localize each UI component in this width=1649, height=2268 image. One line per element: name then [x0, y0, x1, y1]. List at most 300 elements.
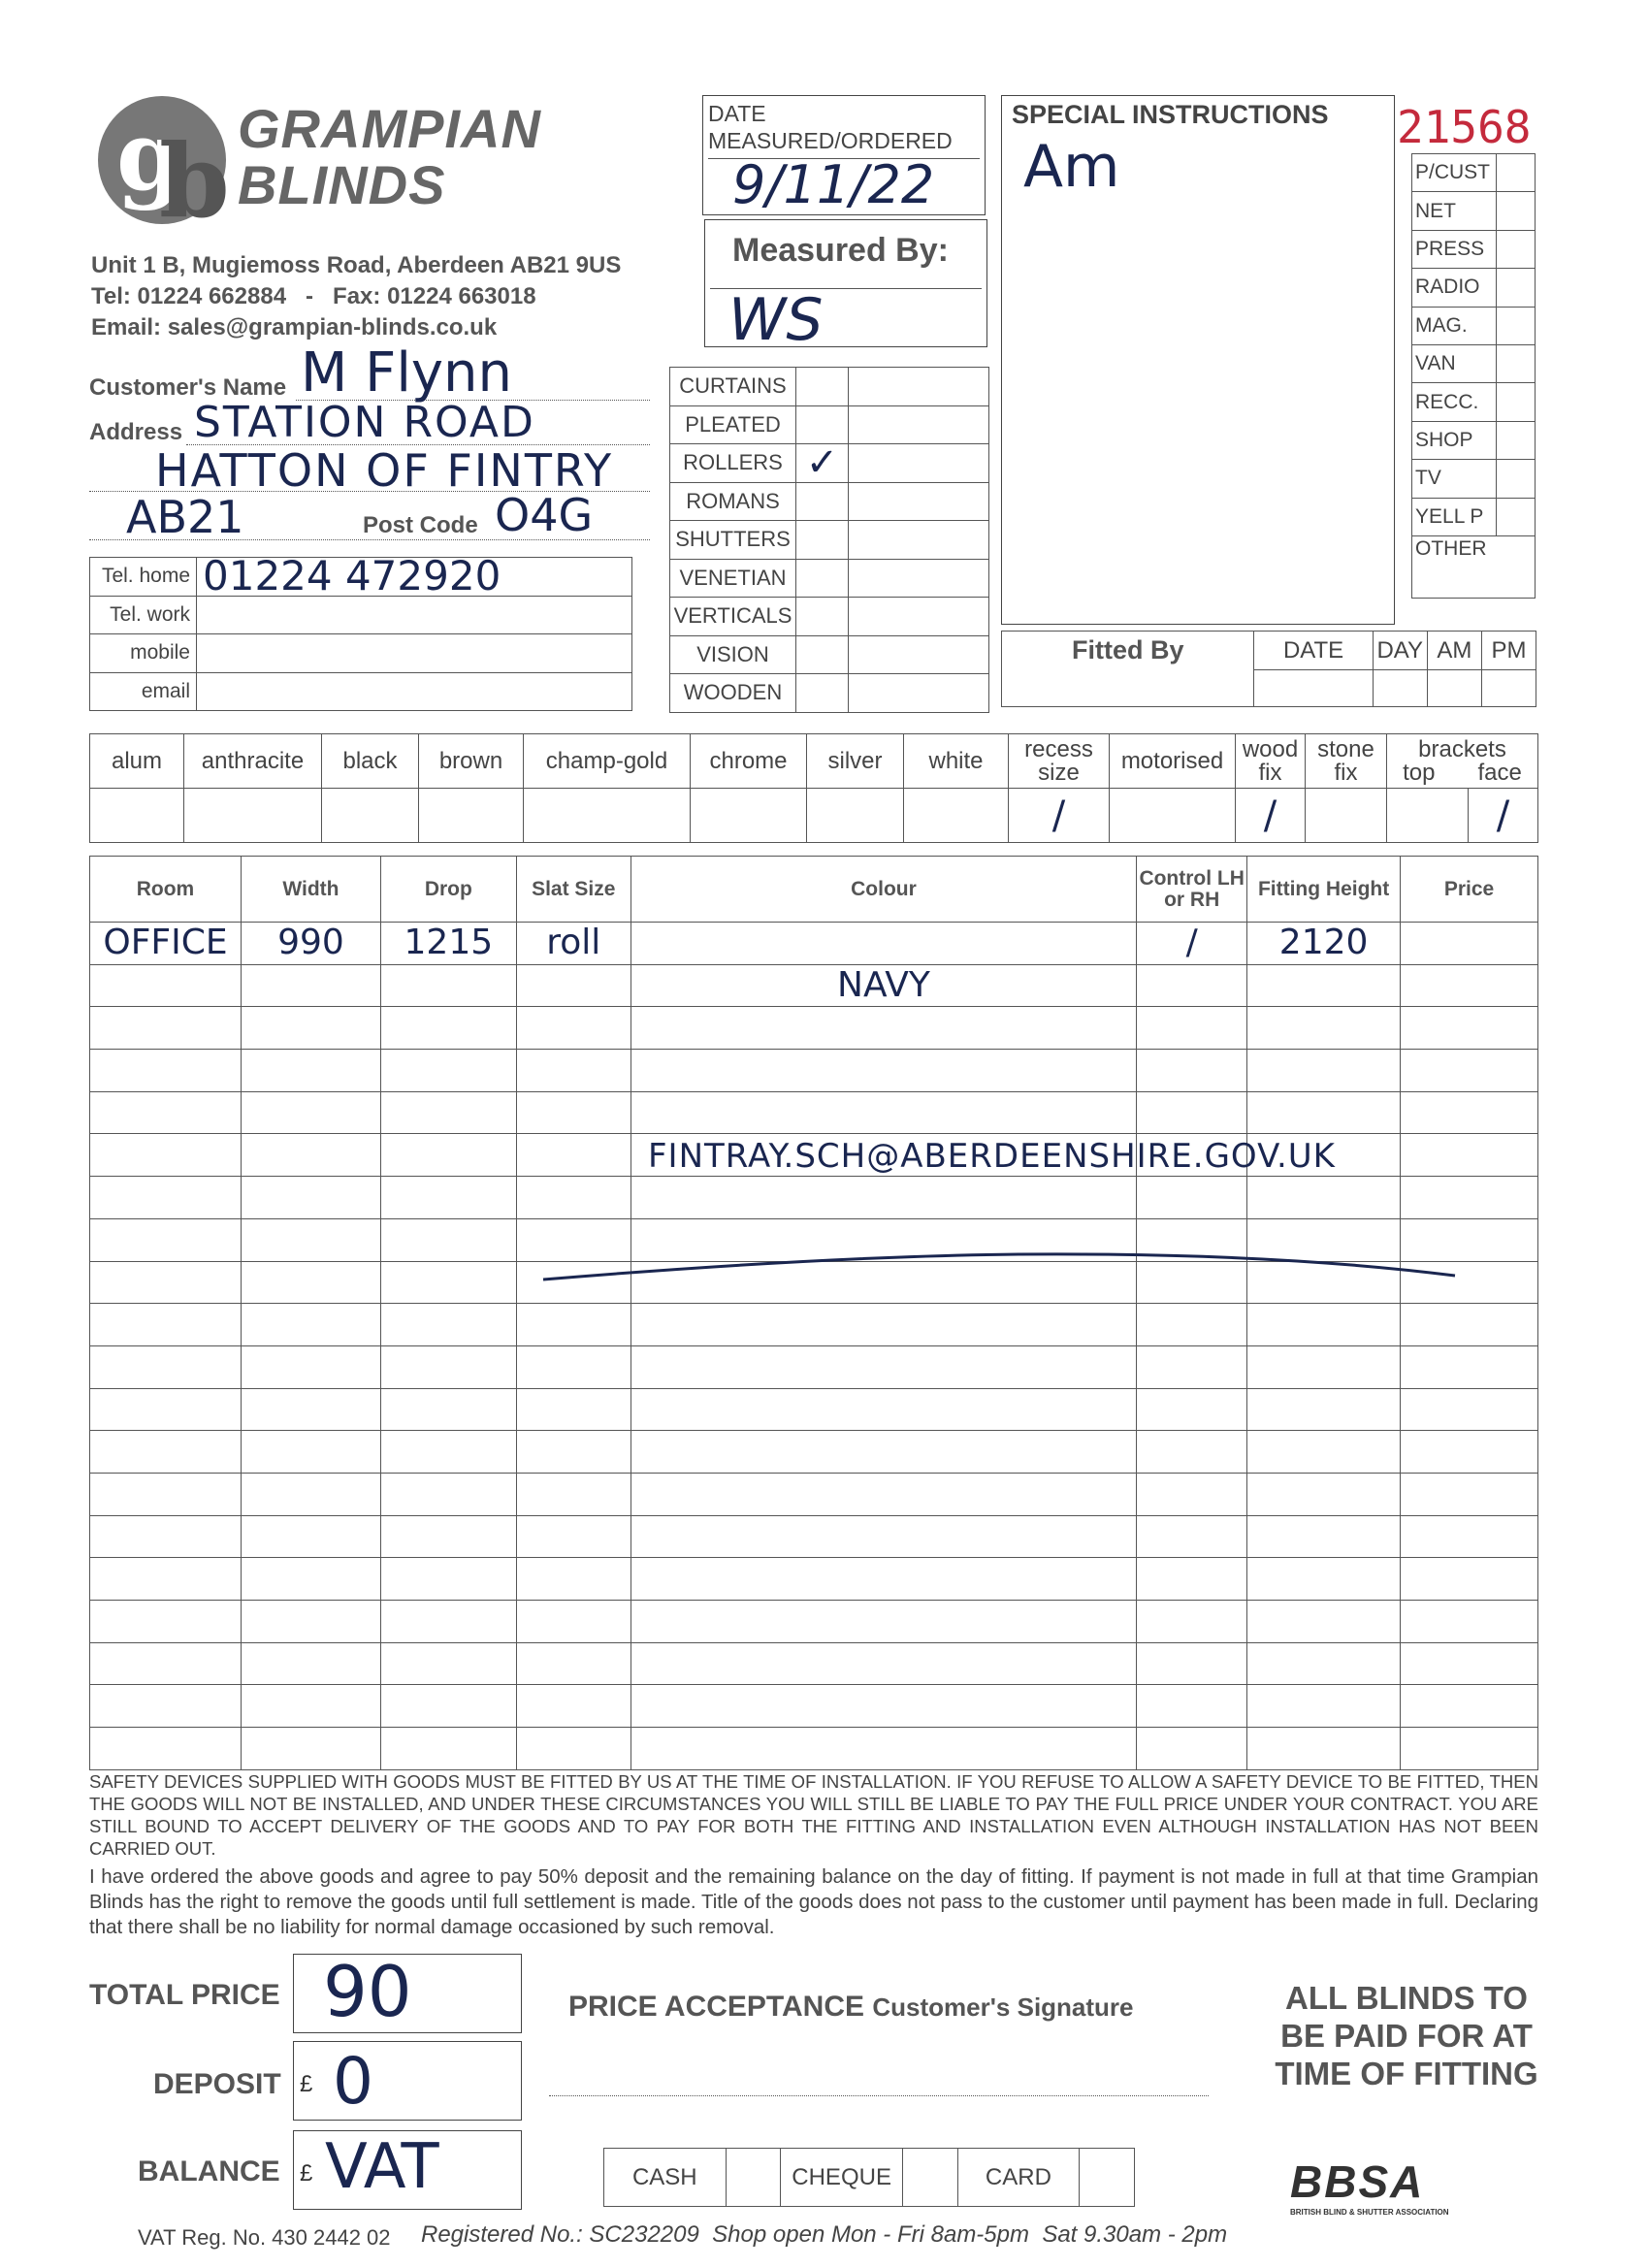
option-label: champ-gold [524, 734, 691, 789]
items-cell[interactable] [1401, 923, 1538, 965]
items-cell[interactable] [90, 1218, 242, 1261]
contact-value[interactable] [197, 634, 632, 673]
items-cell[interactable] [1137, 1558, 1247, 1601]
items-header-cell: Colour [630, 857, 1136, 923]
items-cell[interactable] [380, 1642, 516, 1685]
source-checkbox[interactable] [1497, 344, 1536, 382]
option-mark[interactable] [90, 789, 184, 843]
items-cell[interactable] [516, 1304, 630, 1346]
items-cell[interactable] [1247, 1728, 1401, 1770]
items-cell[interactable] [241, 1091, 380, 1134]
items-cell[interactable] [241, 1388, 380, 1431]
source-label: OTHER [1412, 535, 1536, 598]
items-cell[interactable] [1401, 964, 1538, 1007]
fitted-date-value[interactable] [1254, 670, 1373, 707]
items-cell[interactable] [1401, 1473, 1538, 1515]
items-cell[interactable] [380, 1134, 516, 1177]
option-mark[interactable] [322, 789, 419, 843]
svg-text:g: g [116, 101, 183, 212]
items-header-cell: Room [90, 857, 242, 923]
items-cell[interactable]: 2120 [1247, 923, 1401, 965]
option-label: anthracite [184, 734, 322, 789]
items-cell[interactable] [1137, 1177, 1247, 1219]
items-cell[interactable] [380, 1218, 516, 1261]
payment-notice: ALL BLINDS TO BE PAID FOR AT TIME OF FITTING [1275, 1980, 1538, 2091]
items-cell[interactable]: roll [516, 923, 630, 965]
items-cell[interactable] [90, 1007, 242, 1050]
table-row [90, 1473, 1538, 1515]
fitted-am-value[interactable] [1427, 670, 1481, 707]
items-cell[interactable] [90, 1261, 242, 1304]
table-row [90, 964, 1538, 1007]
address-line3-value[interactable]: AB21 [126, 491, 244, 543]
items-cell[interactable] [516, 1177, 630, 1219]
items-cell[interactable] [1401, 1728, 1538, 1770]
vat-number: VAT Reg. No. 430 2442 02 [138, 2225, 391, 2250]
items-cell[interactable] [380, 1685, 516, 1728]
brackets-face-mark[interactable]: / [1469, 789, 1538, 843]
contact-label: Tel. home [90, 558, 197, 597]
product-type-checkbox[interactable] [796, 482, 849, 521]
option-mark[interactable]: / [1009, 789, 1110, 843]
items-cell[interactable] [1247, 1515, 1401, 1558]
safety-terms: SAFETY DEVICES SUPPLIED WITH GOODS MUST BE FITTED BY US AT THE TIME OF INSTALLATION. IF YOU REFUSE TO ALLOW A SAFETY DEVICE TO BE FITTED, THEN THE GOODS WILL NOT BE INSTALLED, AND UNDER THESE CIRCUMSTANCES YOU WILL STILL BE LIABLE TO PAY THE FULL PRICE UNDER YOUR CONTRACT. YOU ARE STILL BOUND TO ACCEPT DELIVERY OF THE GOODS AND TO PAY FOR BOTH THE FITTING AND INSTALLATION EVEN ALTHOUGH INSTALLATION HAS NOT BEEN CARRIED OUT. [89, 1771, 1538, 1859]
special-instructions-box [1001, 95, 1395, 625]
payment-method-card: CARD [957, 2149, 1080, 2207]
items-cell[interactable] [241, 1134, 380, 1177]
items-cell[interactable] [630, 1515, 1136, 1558]
option-label: brown [419, 734, 524, 789]
source-checkbox[interactable] [1497, 383, 1536, 421]
option-mark[interactable] [807, 789, 904, 843]
items-cell[interactable] [1401, 1134, 1538, 1177]
items-cell[interactable] [241, 1558, 380, 1601]
items-cell[interactable] [1401, 1558, 1538, 1601]
product-type-checkbox[interactable]: ✓ [796, 444, 849, 483]
items-cell[interactable] [630, 1473, 1136, 1515]
items-cell[interactable] [1137, 1007, 1247, 1050]
items-cell[interactable] [241, 1642, 380, 1685]
option-mark[interactable] [419, 789, 524, 843]
items-cell[interactable] [1247, 1473, 1401, 1515]
items-cell[interactable] [90, 1728, 242, 1770]
option-label: motorised [1110, 734, 1236, 789]
source-checkbox[interactable] [1497, 154, 1536, 192]
contact-label: Tel. work [90, 596, 197, 634]
source-label: RECC. [1412, 383, 1497, 421]
items-cell[interactable] [1401, 1515, 1538, 1558]
items-cell[interactable] [516, 1091, 630, 1134]
product-type-notes[interactable] [849, 482, 989, 521]
source-label: VAN [1412, 344, 1497, 382]
product-type-label: VERTICALS [670, 598, 796, 636]
fitted-by-table [1001, 631, 1536, 707]
items-cell[interactable] [90, 1091, 242, 1134]
source-label: MAG. [1412, 307, 1497, 344]
items-header-cell: Slat Size [516, 857, 630, 923]
table-row [90, 1177, 1538, 1219]
items-cell[interactable] [380, 1345, 516, 1388]
items-cell[interactable] [1137, 1515, 1247, 1558]
balance-label: BALANCE [138, 2155, 280, 2187]
balance-pound-sign: £ [300, 2160, 313, 2187]
items-cell[interactable] [630, 1601, 1136, 1643]
items-cell[interactable] [380, 1601, 516, 1643]
table-row [90, 1558, 1538, 1601]
items-cell[interactable] [1247, 1091, 1401, 1134]
items-cell[interactable] [380, 1304, 516, 1346]
items-cell[interactable] [1247, 1345, 1401, 1388]
product-type-checkbox[interactable] [796, 635, 849, 674]
contact-value[interactable] [197, 672, 632, 711]
source-checkbox[interactable] [1497, 307, 1536, 344]
product-type-notes[interactable] [849, 368, 989, 406]
items-cell[interactable] [90, 964, 242, 1007]
items-cell[interactable] [1137, 1304, 1247, 1346]
customer-name-value[interactable]: M Flynn [301, 341, 513, 405]
items-cell[interactable] [380, 964, 516, 1007]
items-cell[interactable] [630, 1388, 1136, 1431]
items-cell[interactable] [90, 1515, 242, 1558]
items-cell[interactable] [90, 1431, 242, 1474]
items-cell[interactable] [1137, 1642, 1247, 1685]
items-cell[interactable] [380, 1473, 516, 1515]
date-measured-label: DATE MEASURED/ORDERED [708, 101, 953, 153]
items-cell[interactable] [630, 1685, 1136, 1728]
source-label: SHOP [1412, 421, 1497, 459]
deposit-box [293, 2041, 522, 2121]
items-cell[interactable] [1401, 1050, 1538, 1092]
items-header-cell: Fitting Height [1247, 857, 1401, 923]
option-mark[interactable] [1306, 789, 1387, 843]
items-cell[interactable] [1137, 1728, 1247, 1770]
option-label: black [322, 734, 419, 789]
items-cell[interactable] [516, 1431, 630, 1474]
items-cell[interactable] [241, 1177, 380, 1219]
items-cell[interactable] [380, 1091, 516, 1134]
date-measured-box [702, 95, 986, 215]
items-header-cell: Width [241, 857, 380, 923]
order-number: 21568 [1397, 101, 1532, 153]
table-row [90, 923, 1538, 965]
items-cell[interactable] [241, 1431, 380, 1474]
table-row [90, 1091, 1538, 1134]
items-header-cell: Price [1401, 857, 1538, 923]
fitted-by-label: Fitted By [1071, 635, 1184, 665]
items-cell[interactable] [90, 1558, 242, 1601]
source-checkbox[interactable] [1497, 192, 1536, 230]
option-mark[interactable] [691, 789, 807, 843]
strike-line-icon [534, 1237, 1465, 1295]
product-type-notes[interactable] [849, 521, 989, 560]
items-cell[interactable]: / [1137, 923, 1247, 965]
payment-method-checkbox[interactable] [902, 2149, 957, 2207]
fitted-day-value[interactable] [1373, 670, 1427, 707]
items-cell[interactable] [516, 1515, 630, 1558]
measured-by-box [704, 219, 987, 354]
items-cell[interactable] [516, 1558, 630, 1601]
source-checkbox[interactable] [1497, 498, 1536, 535]
items-cell[interactable] [1401, 1345, 1538, 1388]
deposit-value[interactable]: 0 [333, 2044, 373, 2119]
option-label: wood fix [1236, 734, 1306, 789]
items-cell[interactable] [516, 1134, 630, 1177]
product-type-checkbox[interactable] [796, 405, 849, 444]
items-cell[interactable] [1137, 1431, 1247, 1474]
items-cell[interactable] [630, 923, 1136, 965]
items-cell[interactable] [241, 964, 380, 1007]
logo-mark-icon [89, 92, 235, 228]
product-type-label: PLEATED [670, 405, 796, 444]
items-cell[interactable] [1401, 1685, 1538, 1728]
source-checkbox[interactable] [1497, 421, 1536, 459]
items-cell[interactable] [516, 1050, 630, 1092]
postcode-value[interactable]: O4G [495, 489, 594, 541]
option-label: chrome [691, 734, 807, 789]
address-label: Address [89, 419, 183, 445]
payment-method-checkbox[interactable] [1080, 2149, 1135, 2207]
items-cell[interactable] [1247, 964, 1401, 1007]
items-cell[interactable] [241, 1050, 380, 1092]
payment-method-cash: CASH [604, 2149, 727, 2207]
product-type-table [669, 367, 989, 713]
contact-label: mobile [90, 634, 197, 673]
source-checkbox[interactable] [1497, 460, 1536, 498]
price-acceptance-label: PRICE ACCEPTANCE [568, 1991, 865, 2023]
items-cell[interactable] [1247, 1685, 1401, 1728]
items-cell[interactable] [1247, 1642, 1401, 1685]
company-email: Email: sales@grampian-blinds.co.uk [91, 314, 498, 340]
items-cell[interactable] [380, 1050, 516, 1092]
items-cell[interactable] [1137, 1050, 1247, 1092]
items-cell[interactable] [630, 1642, 1136, 1685]
items-cell[interactable] [1247, 1558, 1401, 1601]
items-cell[interactable] [1137, 964, 1247, 1007]
items-cell[interactable] [90, 1685, 242, 1728]
brackets-top-mark[interactable] [1387, 789, 1469, 843]
items-cell[interactable] [630, 1558, 1136, 1601]
items-cell[interactable] [90, 1388, 242, 1431]
product-type-notes[interactable] [849, 405, 989, 444]
table-row [90, 1007, 1538, 1050]
items-cell[interactable] [241, 1304, 380, 1346]
product-type-notes[interactable] [849, 444, 989, 483]
items-cell[interactable] [90, 1050, 242, 1092]
items-cell[interactable] [516, 1007, 630, 1050]
items-cell[interactable] [1247, 1304, 1401, 1346]
company-phone: Tel: 01224 662884 - Fax: 01224 663018 [91, 283, 536, 309]
signature-line[interactable] [549, 2095, 1209, 2096]
total-price-label: TOTAL PRICE [89, 1979, 280, 2011]
product-type-notes[interactable] [849, 559, 989, 598]
source-checkbox[interactable] [1497, 269, 1536, 307]
address-line1-value[interactable]: STATION ROAD [194, 398, 535, 447]
fitted-day-header: DAY [1373, 632, 1427, 670]
product-type-checkbox[interactable] [796, 559, 849, 598]
items-header-cell: Control LH or RH [1137, 857, 1247, 923]
items-cell[interactable] [630, 1007, 1136, 1050]
date-measured-value[interactable]: 9/11/22 [732, 154, 935, 215]
option-label: white [904, 734, 1009, 789]
items-cell[interactable] [516, 1345, 630, 1388]
option-label: alum [90, 734, 184, 789]
items-cell[interactable] [516, 964, 630, 1007]
product-type-checkbox[interactable] [796, 368, 849, 406]
items-cell[interactable] [630, 1431, 1136, 1474]
items-cell[interactable] [1401, 1642, 1538, 1685]
items-cell[interactable] [1401, 1091, 1538, 1134]
deposit-label: DEPOSIT [153, 2068, 281, 2100]
items-note[interactable]: FINTRAY.SCH@ABERDEENSHIRE.GOV.UK [648, 1137, 1336, 1176]
items-cell[interactable] [90, 1345, 242, 1388]
items-cell[interactable] [630, 1345, 1136, 1388]
company-name-line2: BLINDS [238, 154, 446, 215]
items-cell[interactable] [1401, 1431, 1538, 1474]
items-cell[interactable] [380, 1261, 516, 1304]
items-cell[interactable] [241, 1728, 380, 1770]
items-cell[interactable] [90, 1304, 242, 1346]
items-cell[interactable] [630, 1091, 1136, 1134]
table-row [90, 1431, 1538, 1474]
items-cell[interactable] [1137, 1685, 1247, 1728]
payment-methods [603, 2148, 1135, 2207]
items-cell[interactable] [90, 1642, 242, 1685]
items-cell[interactable] [241, 1685, 380, 1728]
items-cell[interactable] [1401, 1177, 1538, 1219]
address-line2-value[interactable]: HATTON OF FINTRY [155, 444, 614, 497]
items-cell[interactable] [241, 1261, 380, 1304]
items-cell[interactable] [1247, 1601, 1401, 1643]
items-cell[interactable] [380, 1558, 516, 1601]
fitted-pm-header: PM [1481, 632, 1536, 670]
product-type-notes[interactable] [849, 635, 989, 674]
option-mark[interactable] [1110, 789, 1236, 843]
payment-method-checkbox[interactable] [726, 2149, 781, 2207]
table-row [90, 1304, 1538, 1346]
items-cell[interactable] [241, 1473, 380, 1515]
product-type-checkbox[interactable] [796, 598, 849, 636]
items-cell[interactable] [1401, 1304, 1538, 1346]
items-cell[interactable] [630, 1304, 1136, 1346]
contact-value[interactable]: 01224 472920 [197, 558, 632, 597]
items-cell[interactable] [516, 1728, 630, 1770]
source-label: RADIO [1412, 269, 1497, 307]
items-cell[interactable] [90, 1134, 242, 1177]
items-cell[interactable] [1401, 1601, 1538, 1643]
items-cell[interactable] [1137, 1473, 1247, 1515]
items-cell[interactable] [630, 1177, 1136, 1219]
items-cell[interactable] [1137, 1091, 1247, 1134]
bbsa-logo-text: BBSA [1290, 2156, 1425, 2207]
measured-by-value[interactable]: WS [728, 286, 824, 354]
items-cell[interactable]: 990 [241, 923, 380, 965]
fitted-by-value[interactable] [1002, 670, 1254, 707]
items-cell[interactable] [241, 1601, 380, 1643]
source-label: YELL P [1412, 498, 1497, 535]
items-cell[interactable] [1137, 1388, 1247, 1431]
items-cell[interactable]: 1215 [380, 923, 516, 965]
total-price-box [293, 1951, 522, 2033]
special-instructions-value[interactable]: Am [1023, 133, 1120, 201]
postcode-label: Post Code [363, 512, 478, 538]
items-cell[interactable] [90, 1473, 242, 1515]
fitted-pm-value[interactable] [1481, 670, 1536, 707]
measured-by-label: Measured By: [732, 232, 949, 269]
product-type-notes[interactable] [849, 674, 989, 713]
option-mark[interactable] [524, 789, 691, 843]
items-cell[interactable] [516, 1473, 630, 1515]
items-cell[interactable] [516, 1388, 630, 1431]
items-cell[interactable] [90, 1177, 242, 1219]
source-checkbox[interactable] [1497, 230, 1536, 268]
total-price-value[interactable]: 90 [323, 1951, 412, 2032]
fitted-am-header: AM [1427, 632, 1481, 670]
table-row [90, 1515, 1538, 1558]
product-type-checkbox[interactable] [796, 521, 849, 560]
brackets-label: brackets [1418, 735, 1506, 762]
product-type-notes[interactable] [849, 598, 989, 636]
items-cell[interactable] [516, 1685, 630, 1728]
items-cell[interactable] [1137, 1345, 1247, 1388]
bbsa-logo-subtext: BRITISH BLIND & SHUTTER ASSOCIATION [1290, 2208, 1449, 2217]
items-cell[interactable] [380, 1177, 516, 1219]
option-mark[interactable] [904, 789, 1009, 843]
items-cell[interactable] [380, 1728, 516, 1770]
items-cell[interactable] [380, 1431, 516, 1474]
items-cell[interactable] [1401, 1388, 1538, 1431]
items-cell[interactable] [1247, 1050, 1401, 1092]
items-table [89, 856, 1538, 1770]
items-cell[interactable] [1247, 1431, 1401, 1474]
product-type-checkbox[interactable] [796, 674, 849, 713]
source-label: NET [1412, 192, 1497, 230]
payment-method-cheque: CHEQUE [781, 2149, 903, 2207]
option-mark[interactable]: / [1236, 789, 1306, 843]
items-cell[interactable] [241, 1007, 380, 1050]
items-cell[interactable] [1401, 1007, 1538, 1050]
items-cell[interactable] [241, 1345, 380, 1388]
table-row [90, 1345, 1538, 1388]
items-cell[interactable]: OFFICE [90, 923, 242, 965]
items-cell[interactable] [380, 1388, 516, 1431]
items-cell[interactable] [516, 1642, 630, 1685]
items-cell[interactable] [90, 1601, 242, 1643]
items-cell[interactable] [380, 1515, 516, 1558]
product-type-label: SHUTTERS [670, 521, 796, 560]
product-type-label: VENETIAN [670, 559, 796, 598]
items-cell[interactable] [516, 1601, 630, 1643]
company-logo [89, 92, 235, 228]
contact-value[interactable] [197, 596, 632, 634]
price-acceptance [568, 1991, 1134, 2024]
items-cell[interactable] [380, 1007, 516, 1050]
items-cell[interactable] [1247, 1177, 1401, 1219]
items-cell[interactable] [241, 1218, 380, 1261]
options-table [89, 733, 1538, 843]
balance-value[interactable]: VAT [325, 2131, 439, 2203]
product-type-label: WOODEN [670, 674, 796, 713]
items-cell[interactable] [1247, 1007, 1401, 1050]
option-mark[interactable] [184, 789, 322, 843]
items-cell[interactable] [1247, 1388, 1401, 1431]
balance-box [293, 2130, 522, 2210]
items-cell[interactable]: NAVY [630, 964, 1136, 1007]
items-cell[interactable] [630, 1050, 1136, 1092]
items-cell[interactable] [630, 1728, 1136, 1770]
brackets-top-label: top [1403, 759, 1436, 786]
items-cell[interactable] [1137, 1601, 1247, 1643]
items-cell[interactable] [241, 1515, 380, 1558]
